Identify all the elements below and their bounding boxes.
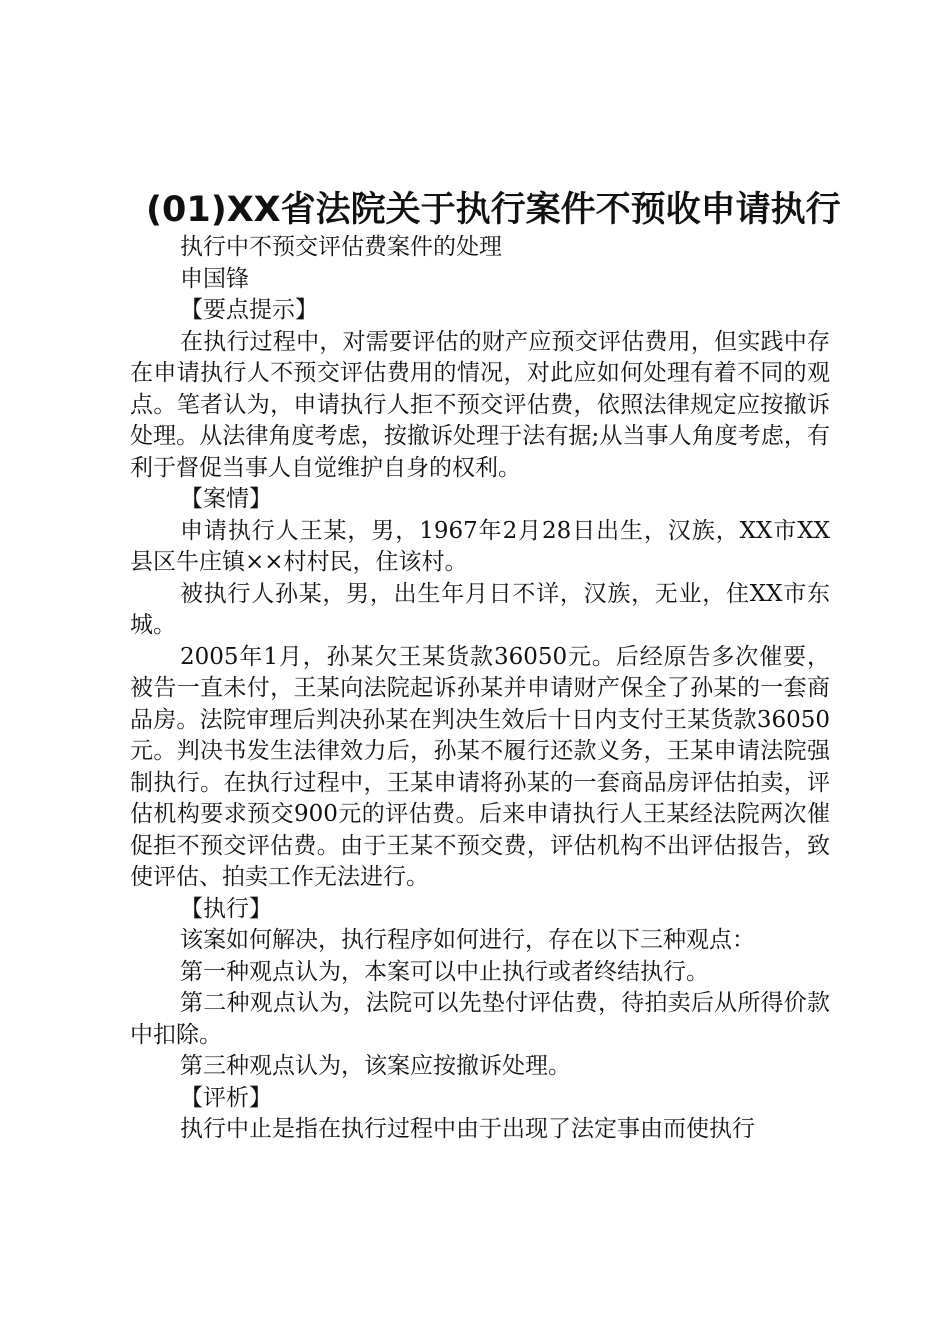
paragraph-view-one: 第一种观点认为，本案可以中止执行或者终结执行。 (180, 958, 709, 985)
paragraph-views-intro: 该案如何解决，执行程序如何进行，存在以下三种观点： (180, 927, 755, 953)
paragraph-analysis: 执行中止是指在执行过程中由于出现了法定事由而使执行 (180, 1116, 755, 1142)
section-heading-execution: 【执行】 (180, 895, 272, 922)
paragraph-applicant: 申请执行人王某，男，1967年2月28日出生，汉族，XX市XX县区牛庄镇××村村民，住该村。 (130, 517, 830, 575)
section-heading-key-points: 【要点提示】 (180, 297, 318, 323)
document-body (130, 232, 830, 1146)
section-heading-analysis: 【评析】 (180, 1084, 272, 1111)
paragraph-case-facts: 2005年1月，孙某欠王某货款36050元。后经原告多次催要，被告一直未付，王某向法院起诉孙某并申请财产保全了孙某的一套商品房。法院审理后判决孙某在判决生效后十日内支付王某货款36050元。判决书发生法律效力后，孙某不履行还款义务，王某申请法院强制执行。在执行过程中，王某申请将孙某的一套商品房评估拍卖，评估机构要求预交900元的评估费。后来申请执行人王某经法院两次催促拒不预交评估费。由于王某不预交费，评估机构不出评估报告，致使评估、拍卖工作无法进行。 (130, 643, 830, 890)
paragraph-key-points: 在执行过程中，对需要评估的财产应预交评估费用，但实践中存在申请执行人不预交评估费用的情况，对此应如何处理有着不同的观点。笔者认为，申请执行人拒不预交评估费，依照法律规定应按撤诉处理。从法律角度考虑，按撤诉处理于法有据;从当事人角度考虑，有利于督促当事人自觉维护自身的权利。 (130, 328, 830, 481)
document-page (130, 188, 841, 1146)
paragraph-view-two: 第二种观点认为，法院可以先垫付评估费，待拍卖后从所得价款中扣除。 (130, 990, 830, 1048)
article-heading: 执行中不预交评估费案件的处理 (180, 234, 502, 260)
paragraph-respondent: 被执行人孙某，男，出生年月日不详，汉族，无业，住XX市东城。 (130, 580, 830, 638)
document-title: (01)XX省法院关于执行案件不预收申请执行 (146, 190, 841, 230)
section-heading-case: 【案情】 (180, 486, 272, 512)
paragraph-view-three: 第三种观点认为，该案应按撤诉处理。 (180, 1053, 571, 1079)
author-name: 申国锋 (180, 265, 249, 292)
